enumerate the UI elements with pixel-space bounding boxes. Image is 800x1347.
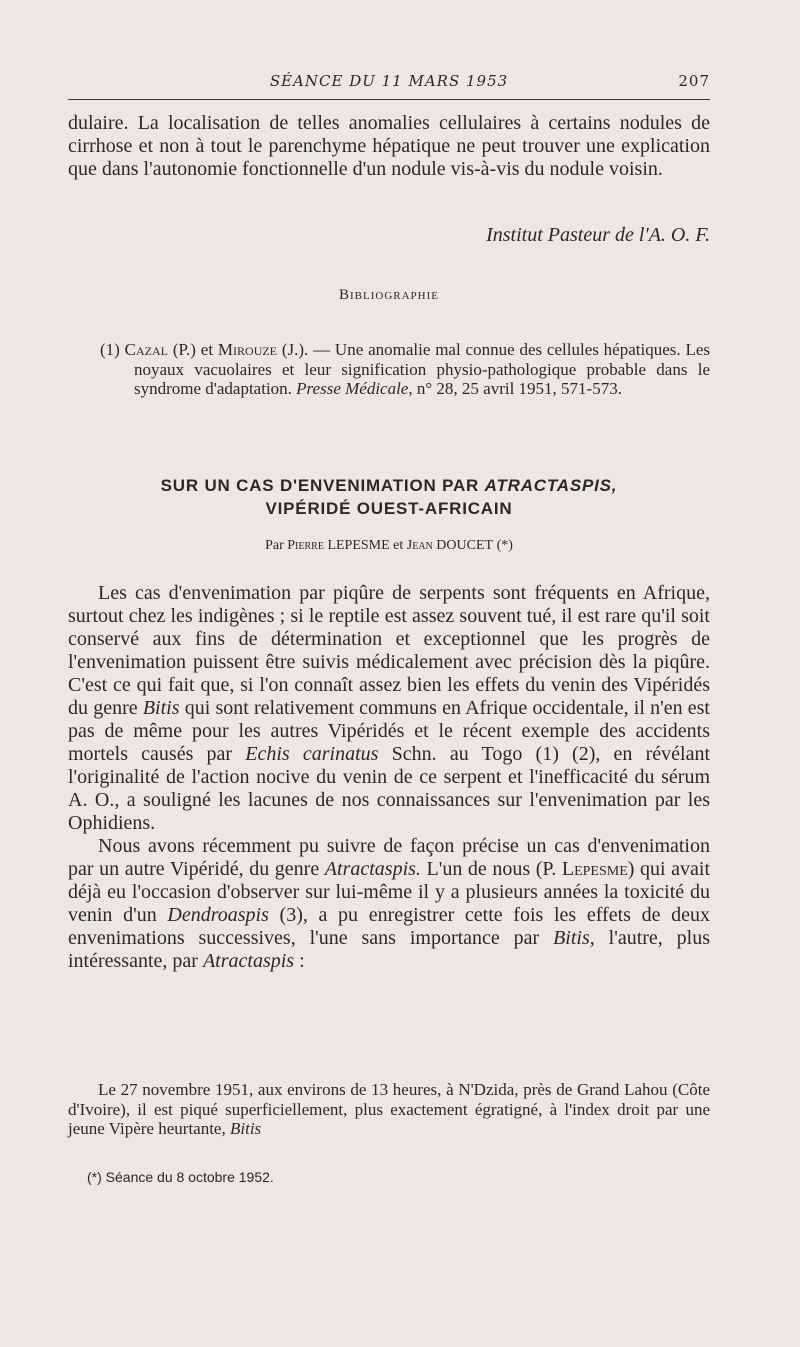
intro-paragraph: dulaire. La localisation de telles anomalies cellulaires à certains nodules de cirrhose et non à tout le parenchyme hépatique ne peut trouver une explication que dans l'autonomie fonctionnelle d'un nodule vis-à-vis du nodule voisin. (68, 112, 710, 180)
intro-block (68, 112, 710, 181)
bibliography-heading: Bibliographie (339, 287, 439, 303)
bib-author2: Mirouze (217, 340, 278, 359)
bib-initial1: (P.) et (172, 340, 214, 359)
byline-prefix: Par (265, 538, 284, 553)
p2-italic-2: Dendroaspis (167, 904, 269, 926)
byline (68, 538, 710, 554)
p2-text-6: : (299, 950, 305, 972)
title-line2: VIPÉRIDÉ OUEST-AFRICAIN (265, 499, 513, 518)
p2-text-1: Nous avons récemment pu suivre de façon précise un cas d'envenimation par un autre Vipéridé, du genre (68, 835, 710, 880)
p2-italic-4: Atractaspis (202, 950, 295, 972)
p2-italic-3: Bitis, (553, 927, 595, 949)
p3-italic-1: Bitis (229, 1119, 262, 1138)
running-head (68, 72, 710, 96)
body-paragraph-2 (68, 835, 710, 973)
page-number: 207 (678, 72, 710, 90)
article-title (68, 474, 710, 520)
body-block (68, 582, 710, 973)
bib-author1: Cazal (124, 340, 168, 359)
p2-smallcaps-1: Lepesme (561, 858, 628, 880)
p1-italic-2: Echis carinatus (245, 743, 379, 765)
running-title: SÉANCE DU 11 MARS 1953 (269, 72, 509, 90)
title-line1: SUR UN CAS D'ENVENIMATION PAR (160, 476, 480, 495)
author-1: Pierre LEPESME (287, 538, 390, 553)
body-paragraph-3 (68, 1080, 710, 1139)
p2-italic-1: Atractaspis. (324, 858, 421, 880)
p1-text-3: Schn. au Togo (1) (2), en révélant l'originalité de l'action nocive du venin de ce serpent et l'inefficacité du sérum A. O., a souligné les lacunes de nos connaissances sur l'envenimation par les Ophidiens. (68, 743, 711, 834)
affiliation: Institut Pasteur de l'A. O. F. (486, 224, 710, 246)
bib-journal: Presse Médicale (296, 379, 409, 398)
p2-text-4: (3), a pu enregistrer cette fois les effets de deux envenimations successives, l'une sans importance par (68, 904, 710, 949)
footnote: (*) Séance du 8 octobre 1952. (87, 1169, 274, 1185)
bib-rest: (J.). — Une anomalie mal connue des cellules hépatiques. Les noyaux vacuolaires et leur signification physio-pathologique probable dans le syndrome d'adaptation. (134, 340, 711, 398)
p1-italic-1: Bitis (142, 697, 180, 719)
footnote-mark: (*) (496, 538, 513, 553)
byline-and: et (393, 538, 404, 553)
p2-text-3: ) qui avait déjà eu l'occasion d'observer sur lui-même il y a plusieurs années la toxicité du venin d'un (68, 858, 711, 926)
bib-details: , n° 28, 25 avril 1951, 571-573. (408, 379, 622, 398)
body-paragraph-1 (68, 582, 710, 835)
title-genus: ATRACTASPIS, (484, 476, 618, 495)
header-rule (68, 99, 710, 100)
p1-text-2: qui sont relativement communs en Afrique occidentale, il n'en est pas de même pour les autres Vipéridés et le récent exemple des accidents mortels causés par (68, 697, 710, 765)
p3-text-1: Le 27 novembre 1951, aux environs de 13 heures, à N'Dzida, près de Grand Lahou (Côte d'Ivoire), il est piqué superficiellement, plus exactement égratigné, à l'index droit par une jeune Vipère heurtante, (68, 1080, 710, 1138)
author-2: Jean DOUCET (406, 538, 494, 553)
bibliography-entry (100, 340, 710, 399)
p1-text-1: Les cas d'envenimation par piqûre de serpents sont fréquents en Afrique, surtout chez les indigènes ; si le reptile est assez souvent tué, il est rare qu'il soit conservé aux fins de détermination et exceptionnel que les progrès de l'envenimation puissent être suivis médicalement avec précision dès la piqûre. C'est ce qui fait que, si l'on connaît assez bien les effets du venin des Vipéridés du genre (68, 582, 710, 719)
p2-text-2: L'un de nous (P. (426, 858, 557, 880)
bib-number: (1) (100, 340, 120, 359)
observation-block (68, 1080, 710, 1139)
p2-text-5: l'autre, plus intéressante, par (68, 927, 711, 972)
